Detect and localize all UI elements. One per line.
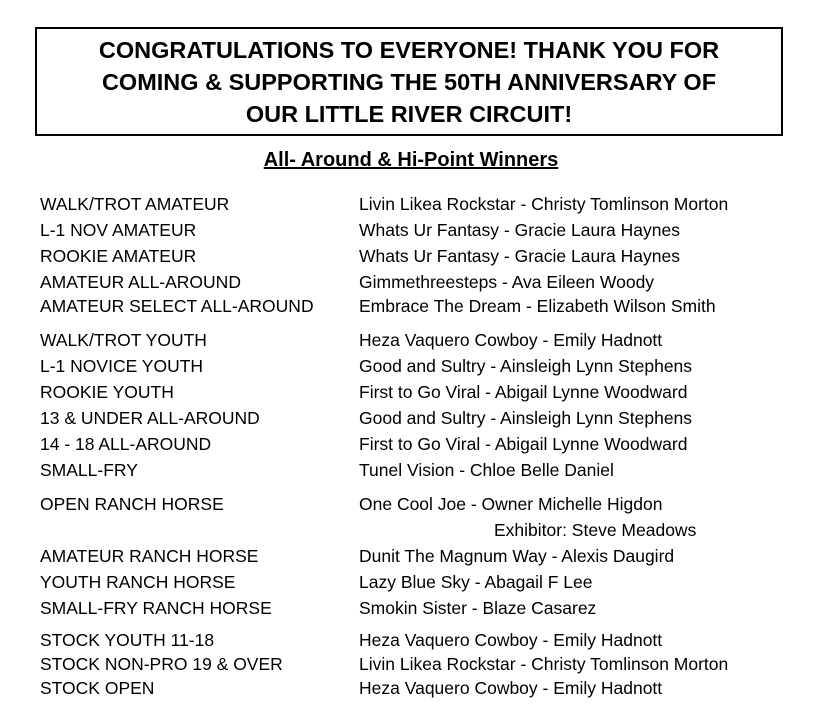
winner-row — [0, 192, 822, 216]
banner-line: COMING & SUPPORTING THE 50TH ANNIVERSARY OF — [101, 68, 717, 95]
category-label: 13 & UNDER ALL-AROUND — [40, 408, 260, 428]
winner-name: Exhibitor: Steve Meadows — [494, 520, 697, 540]
winner-name: First to Go Viral - Abigail Lynne Woodward — [359, 434, 688, 454]
category-label: AMATEUR SELECT ALL-AROUND — [40, 296, 314, 316]
category-label: AMATEUR RANCH HORSE — [40, 546, 259, 566]
winner-name: Embrace The Dream - Elizabeth Wilson Smith — [359, 296, 716, 316]
winner-row — [0, 492, 822, 516]
category-label: WALK/TROT YOUTH — [40, 330, 207, 350]
winner-name: Lazy Blue Sky - Abagail F Lee — [359, 572, 593, 592]
category-label: ROOKIE YOUTH — [40, 382, 174, 402]
winner-name: Heza Vaquero Cowboy - Emily Hadnott — [359, 678, 663, 698]
category-label: YOUTH RANCH HORSE — [40, 572, 236, 592]
winner-name: Livin Likea Rockstar - Christy Tomlinson Morton — [359, 194, 729, 214]
winner-name: Good and Sultry - Ainsleigh Lynn Stephens — [359, 356, 693, 376]
banner-line: CONGRATULATIONS TO EVERYONE! THANK YOU FOR — [98, 36, 720, 63]
winner-row — [0, 570, 822, 594]
category-label: SMALL-FRY RANCH HORSE — [40, 598, 272, 618]
winner-name: Gimmethreesteps - Ava Eileen Woody — [359, 272, 655, 292]
winner-row — [0, 218, 822, 242]
category-label: L-1 NOVICE YOUTH — [40, 356, 204, 376]
winner-name: Heza Vaquero Cowboy - Emily Hadnott — [359, 330, 663, 350]
category-label: STOCK OPEN — [40, 678, 155, 698]
winner-name: Whats Ur Fantasy - Gracie Laura Haynes — [359, 246, 680, 266]
winner-row — [0, 244, 822, 268]
category-label: OPEN RANCH HORSE — [40, 494, 224, 514]
winner-row — [0, 596, 822, 620]
winner-name: Smokin Sister - Blaze Casarez — [359, 598, 597, 618]
winner-name: Whats Ur Fantasy - Gracie Laura Haynes — [359, 220, 680, 240]
winner-row — [0, 544, 822, 568]
category-label: L-1 NOV AMATEUR — [40, 220, 197, 240]
winner-name: Heza Vaquero Cowboy - Emily Hadnott — [359, 630, 663, 650]
winner-name: Good and Sultry - Ainsleigh Lynn Stephens — [359, 408, 693, 428]
winner-row — [0, 652, 822, 676]
category-label: STOCK NON-PRO 19 & OVER — [40, 654, 283, 674]
category-label: 14 - 18 ALL-AROUND — [40, 434, 212, 454]
winner-row — [0, 294, 822, 318]
winner-row — [0, 406, 822, 430]
congratulations-banner — [35, 27, 783, 136]
winner-name: Livin Likea Rockstar - Christy Tomlinson Morton — [359, 654, 729, 674]
winner-row — [0, 676, 822, 700]
category-label: WALK/TROT AMATEUR — [40, 194, 230, 214]
category-label: AMATEUR ALL-AROUND — [40, 272, 241, 292]
winner-row — [0, 354, 822, 378]
category-label: SMALL-FRY — [40, 460, 138, 480]
winners-heading: All- Around & Hi-Point Winners — [263, 149, 559, 171]
banner-line: OUR LITTLE RIVER CIRCUIT! — [245, 100, 573, 127]
winner-name: Tunel Vision - Chloe Belle Daniel — [359, 460, 614, 480]
winner-name: One Cool Joe - Owner Michelle Higdon — [359, 494, 663, 514]
winner-name: Dunit The Magnum Way - Alexis Daugird — [359, 546, 675, 566]
winner-row — [0, 270, 822, 294]
winner-name: First to Go Viral - Abigail Lynne Woodward — [359, 382, 688, 402]
winner-row — [0, 328, 822, 352]
winner-row-continuation — [0, 518, 822, 542]
category-label: STOCK YOUTH 11-18 — [40, 630, 215, 650]
winner-row — [0, 380, 822, 404]
winner-row — [0, 458, 822, 482]
winner-row — [0, 432, 822, 456]
winner-row — [0, 628, 822, 652]
category-label: ROOKIE AMATEUR — [40, 246, 197, 266]
